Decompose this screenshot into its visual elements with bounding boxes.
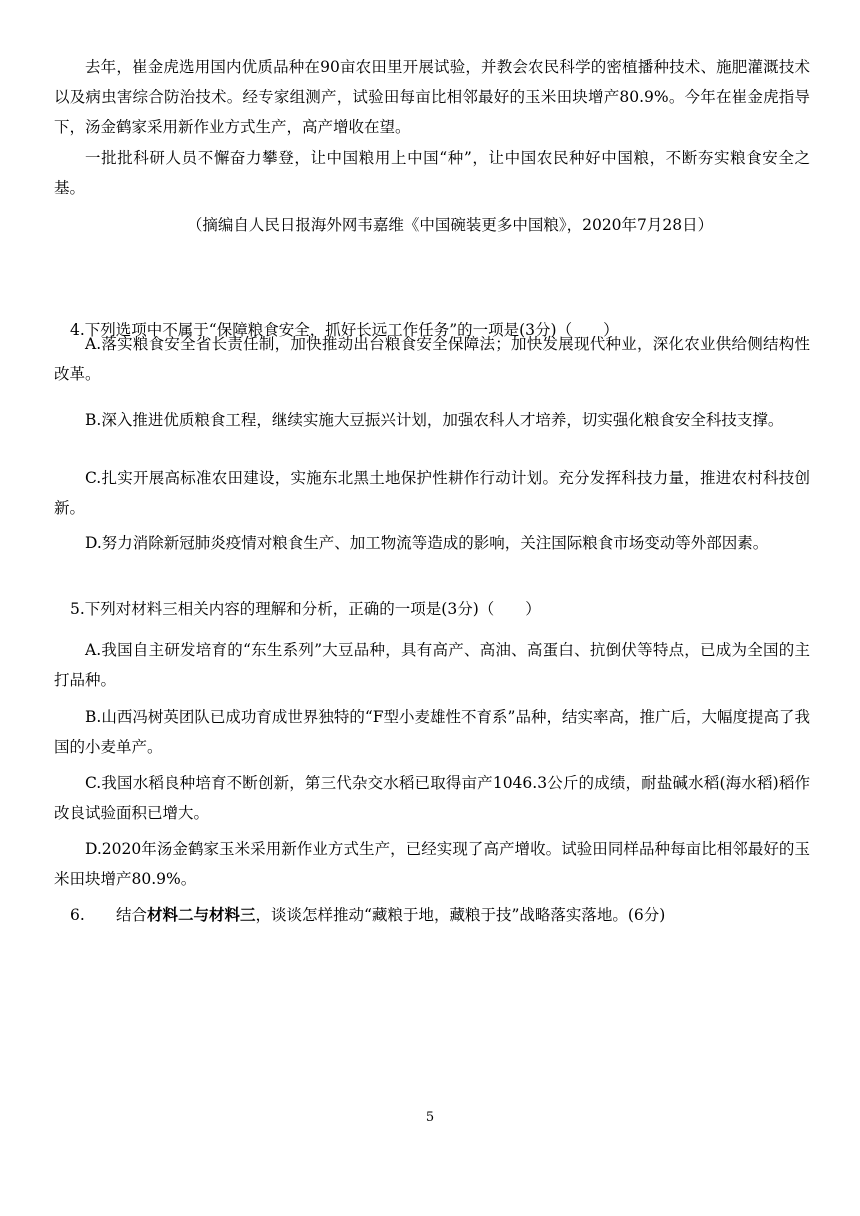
question-5-option-a: A.我国自主研发培育的“东生系列”大豆品种，具有高产、高油、高蛋白、抗倒伏等特点，已成为全国的主打品种。 bbox=[54, 641, 810, 689]
question-5-option-c: C.我国水稻良种培育不断创新，第三代杂交水稻已取得亩产1046.3公斤的成绩，耐盐碱水稻(海水稻)稻作改良试验面积已增大。 bbox=[54, 774, 810, 822]
page-number: 5 bbox=[425, 1110, 435, 1125]
passage-source-citation: （摘编自人民日报海外网韦嘉维《中国碗装更多中国粮》，2020年7月28日） bbox=[186, 216, 714, 234]
question-6-suffix: ，谈谈怎样推动“藏粮于地，藏粮于技”战略落实落地。(6分) bbox=[255, 906, 666, 924]
question-4-option-c: C.扎实开展高标准农田建设，实施东北黑土地保护性耕作行动计划。充分发挥科技力量，推进农村科技创新。 bbox=[54, 469, 810, 517]
question-4-option-a: A.落实粮食安全省长责任制，加快推动出台粮食安全保障法；加快发展现代种业，深化农业供给侧结构性改革。 bbox=[54, 335, 810, 383]
question-6 bbox=[70, 900, 810, 930]
question-4-option-b: B.深入推进优质粮食工程，继续实施大豆振兴计划，加强农科人才培养，切实强化粮食安全科技支撑。 bbox=[85, 411, 784, 429]
passage-paragraph-1: 去年，崔金虎选用国内优质品种在90亩农田里开展试验，并教会农民科学的密植播种技术、施肥灌溉技术以及病虫害综合防治技术。经专家组测产，试验田每亩比相邻最好的玉米田块增产80.9%。今年在崔金虎指导下，汤金鹤家采用新作业方式生产，高产增收在望。 bbox=[54, 58, 810, 136]
question-4-option-d: D.努力消除新冠肺炎疫情对粮食生产、加工物流等造成的影响，关注国际粮食市场变动等外部因素。 bbox=[85, 534, 769, 552]
question-5-option-d: D.2020年汤金鹤家玉米采用新作业方式生产，已经实现了高产增收。试验田同样品种每亩比相邻最好的玉米田块增产80.9%。 bbox=[54, 840, 810, 888]
question-6-prefix: 结合 bbox=[116, 906, 148, 924]
question-6-number: 6. bbox=[70, 906, 85, 924]
question-5-stem: 5.下列对材料三相关内容的理解和分析，正确的一项是(3分)（ ） bbox=[70, 600, 541, 618]
question-4-stem: 4.下列选项中不属于“保障粮食安全，抓好长远工作任务”的一项是(3分)（ ） bbox=[70, 321, 619, 339]
passage-paragraph-2: 一批批科研人员不懈奋力攀登，让中国粮用上中国“种”，让中国农民种好中国粮，不断夯实粮食安全之基。 bbox=[54, 149, 810, 197]
question-6-bold-materials: 材料二与材料三 bbox=[147, 905, 256, 924]
question-5-option-b: B.山西冯树英团队已成功育成世界独特的“F型小麦雄性不育系”品种，结实率高，推广后，大幅度提高了我国的小麦单产。 bbox=[54, 708, 810, 756]
